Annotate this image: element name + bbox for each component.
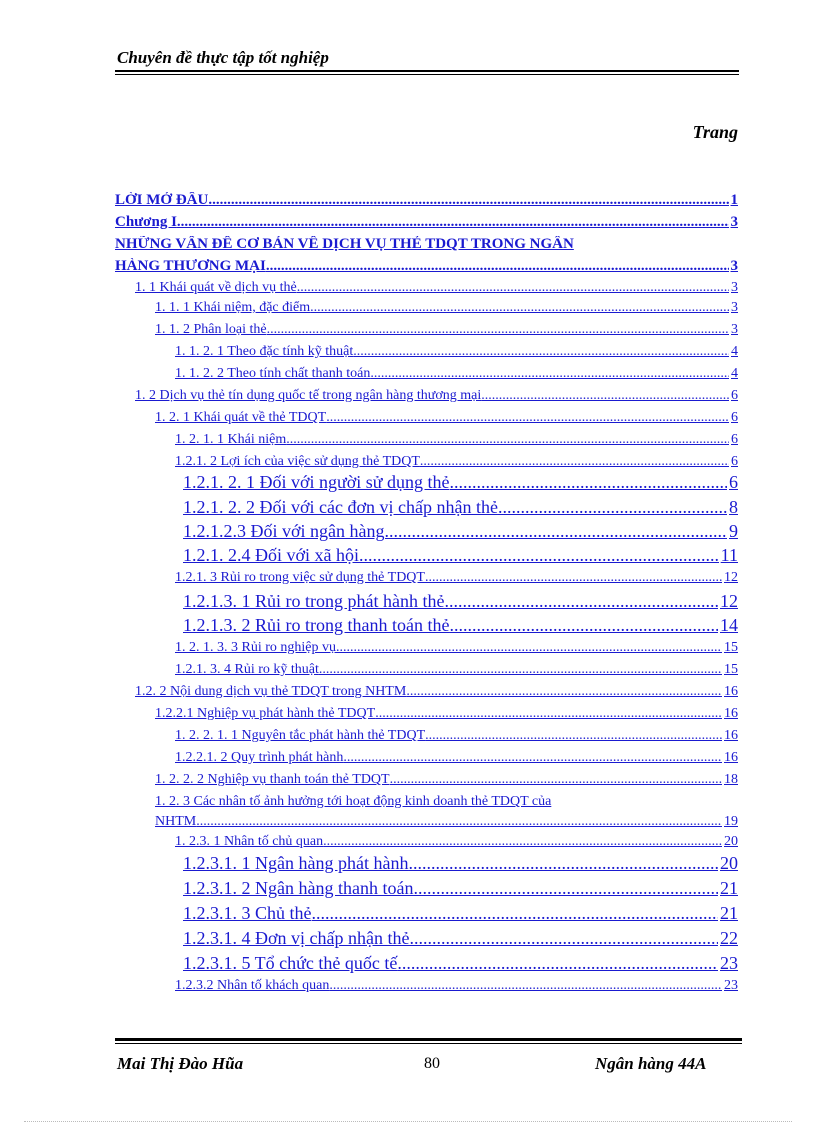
toc-entry-page: 6 — [729, 472, 738, 492]
toc-entry-label: 1.2.1. 2. 1 Đối với người sử dụng thẻ — [183, 472, 450, 492]
toc-leader-dots — [449, 615, 718, 636]
toc-entry-label: 1.2.1.3. 2 Rủi ro trong thanh toán thẻ — [183, 615, 450, 635]
toc-entry-label: 1. 1. 2. 2 Theo tính chất thanh toán — [175, 366, 371, 381]
toc-entry-label: 1. 2. 3 Các nhân tố ảnh hưởng tới hoạt động kinh doanh thẻ TDQT của — [155, 794, 552, 809]
toc-leader-dots — [390, 772, 722, 788]
trang-label: Trang — [692, 122, 738, 142]
toc-entry-label: 1.2.1. 3. 4 Rủi ro kỹ thuật — [175, 662, 319, 677]
toc-entry-label: 1.2.3.2 Nhân tố khách quan — [175, 978, 330, 993]
toc-entry[interactable] — [115, 214, 738, 231]
toc-entry[interactable] — [183, 521, 738, 542]
toc-entry[interactable] — [135, 280, 738, 296]
toc-leader-dots — [343, 750, 722, 766]
toc-entry[interactable] — [135, 388, 738, 404]
toc-entry[interactable] — [175, 344, 738, 360]
toc-entry-page: 21 — [720, 878, 738, 898]
toc-entry-page: 15 — [724, 640, 738, 655]
toc-entry[interactable] — [175, 728, 738, 744]
toc-entry[interactable] — [175, 366, 738, 382]
toc-entry-page: 15 — [724, 662, 738, 677]
toc-leader-dots — [266, 258, 729, 275]
toc-leader-dots — [425, 570, 722, 586]
toc-entry-label: 1.2.3.1. 1 Ngân hàng phát hành — [183, 853, 409, 873]
toc-entry-label: 1.2.2.1. 2 Quy trình phát hành — [175, 750, 344, 765]
toc-leader-dots — [267, 322, 729, 338]
toc-entry[interactable] — [175, 750, 738, 766]
toc-entry[interactable] — [183, 878, 738, 899]
toc-entry-label: 1. 2. 1 Khái quát về thẻ TDQT — [155, 410, 327, 425]
toc-entry-page: 3 — [730, 214, 738, 230]
toc-entry-label: 1.2.1. 3 Rủi ro trong việc sử dụng thẻ TDQT — [175, 570, 425, 585]
toc-entry[interactable] — [115, 192, 738, 209]
toc-entry-page: 20 — [724, 834, 738, 849]
toc-entry-page: 16 — [724, 684, 738, 699]
toc-leader-dots — [326, 410, 729, 426]
header-title: Chuyên đề thực tập tốt nghiệp — [117, 48, 329, 67]
footer-rule — [115, 1038, 742, 1041]
toc-entry-label: NHỮNG VẤN ĐỀ CƠ BẢN VỀ DỊCH VỤ THẺ TDQT TRONG NGÂN — [115, 236, 574, 252]
footer-author: Mai Thị Đào Hũa — [117, 1054, 244, 1073]
toc-entry[interactable] — [155, 410, 738, 426]
toc-entry[interactable] — [135, 684, 738, 700]
toc-entry-label: 1. 2. 1. 3. 3 Rủi ro nghiệp vụ — [175, 640, 336, 655]
toc-leader-dots — [420, 454, 729, 470]
toc-leader-dots — [425, 728, 722, 744]
toc-entry-page: 11 — [720, 545, 738, 565]
toc-entry-page: 3 — [731, 322, 738, 337]
toc-entry-label: 1.2.3.1. 5 Tổ chức thẻ quốc tế — [183, 953, 398, 973]
toc-entry-page: 3 — [731, 300, 738, 315]
toc-leader-dots — [196, 814, 722, 830]
toc-entry[interactable] — [155, 706, 738, 722]
toc-entry-label: Chương I — [115, 214, 177, 230]
toc-entry-label: 1. 2. 2. 2 Nghiệp vụ thanh toán thẻ TDQT — [155, 772, 390, 787]
toc-leader-dots — [444, 591, 718, 612]
toc-entry[interactable] — [183, 903, 738, 924]
toc-leader-dots — [409, 928, 718, 949]
toc-entry-page: 19 — [724, 814, 738, 829]
toc-entry-label: 1. 2 Dịch vụ thẻ tín dụng quốc tế trong ngân hàng thương mại — [135, 388, 482, 403]
toc-entry[interactable] — [183, 497, 738, 518]
toc-entry-label: 1. 1 Khái quát về dịch vụ thẻ — [135, 280, 297, 295]
toc-entry-label: LỜI MỞ ĐẦU — [115, 192, 209, 208]
toc-entry[interactable] — [115, 236, 710, 253]
toc-entry[interactable] — [183, 928, 738, 949]
toc-entry-page: 3 — [730, 258, 738, 274]
toc-entry-label: 1.2.3.1. 2 Ngân hàng thanh toán — [183, 878, 414, 898]
toc-entry-label: 1.2.1. 2.4 Đối với xã hội — [183, 545, 360, 565]
toc-entry-page: 23 — [720, 953, 738, 973]
toc-entry-page: 9 — [729, 521, 738, 541]
toc-leader-dots — [450, 472, 727, 493]
toc-entry-label: 1.2.1.3. 1 Rủi ro trong phát hành thẻ — [183, 591, 445, 611]
toc-entry-label: 1.2.1. 2. 2 Đối với các đơn vị chấp nhận thẻ — [183, 497, 498, 517]
toc-leader-dots — [408, 853, 718, 874]
toc-entry[interactable] — [183, 591, 738, 612]
toc-entry-label: 1.2.1. 2 Lợi ích của việc sử dụng thẻ TDQT — [175, 454, 420, 469]
toc-entry-label: 1. 1. 2 Phân loại thẻ — [155, 322, 267, 337]
toc-entry-page: 22 — [720, 928, 738, 948]
toc-leader-dots — [413, 878, 718, 899]
toc-leader-dots — [329, 978, 722, 994]
toc-leader-dots — [297, 280, 729, 296]
toc-leader-dots — [353, 344, 729, 360]
toc-leader-dots — [323, 834, 722, 850]
toc-entry-label: 1. 2.3. 1 Nhân tố chủ quan — [175, 834, 324, 849]
toc-leader-dots — [312, 903, 719, 924]
footer-page-number: 80 — [424, 1055, 440, 1072]
toc-entry[interactable] — [155, 794, 705, 810]
toc-entry[interactable] — [175, 662, 738, 678]
toc-entry-page: 23 — [724, 978, 738, 993]
toc-entry-label: 1. 2. 1. 1 Khái niệm — [175, 432, 287, 447]
toc-entry[interactable] — [175, 834, 738, 850]
toc-entry[interactable] — [115, 258, 738, 275]
toc-entry-label: NHTM — [155, 814, 197, 829]
toc-leader-dots — [286, 432, 729, 448]
toc-entry-page: 3 — [731, 280, 738, 295]
footer-department: Ngân hàng 44A — [595, 1054, 707, 1073]
toc-entry-page: 18 — [724, 772, 738, 787]
toc-entry[interactable] — [175, 570, 738, 586]
toc-entry-page: 6 — [731, 432, 738, 447]
toc-leader-dots — [481, 388, 729, 404]
toc-entry[interactable] — [175, 432, 738, 448]
toc-entry-label: 1.2.2.1 Nghiệp vụ phát hành thẻ TDQT — [155, 706, 376, 721]
toc-entry-page: 16 — [724, 706, 738, 721]
toc-entry[interactable] — [183, 545, 738, 566]
toc-entry-label: HÀNG THƯƠNG MẠI — [115, 258, 266, 274]
toc-leader-dots — [397, 953, 718, 974]
toc-leader-dots — [177, 214, 729, 231]
toc-leader-dots — [319, 662, 722, 678]
toc-entry-page: 6 — [731, 454, 738, 469]
toc-leader-dots — [336, 640, 722, 656]
toc-entry[interactable] — [175, 454, 738, 470]
page-edge-divider — [24, 1121, 792, 1122]
toc-leader-dots — [375, 706, 722, 722]
toc-leader-dots — [370, 366, 729, 382]
toc-leader-dots — [385, 521, 728, 542]
toc-entry[interactable] — [155, 772, 738, 788]
toc-entry-label: 1.2.3.1. 4 Đơn vị chấp nhận thẻ — [183, 928, 410, 948]
toc-entry-label: 1.2.1.2.3 Đối với ngân hàng — [183, 521, 385, 541]
toc-entry-page: 20 — [720, 853, 738, 873]
footer-rule-thin — [115, 1043, 742, 1044]
toc-entry-page: 16 — [724, 728, 738, 743]
toc-entry-page: 21 — [720, 903, 738, 923]
toc-entry-label: 1. 1. 2. 1 Theo đặc tính kỹ thuật — [175, 344, 354, 359]
toc-entry-page: 6 — [731, 388, 738, 403]
toc-leader-dots — [406, 684, 722, 700]
toc-entry[interactable] — [175, 978, 738, 994]
toc-entry[interactable] — [175, 640, 738, 656]
toc-entry-page: 4 — [731, 366, 738, 381]
toc-entry-page: 12 — [724, 570, 738, 585]
toc-entry-label: 1. 1. 1 Khái niệm, đặc điểm — [155, 300, 311, 315]
toc-entry-page: 8 — [729, 497, 738, 517]
toc-entry-label: 1.2.3.1. 3 Chủ thẻ — [183, 903, 312, 923]
toc-entry-page: 4 — [731, 344, 738, 359]
toc-leader-dots — [208, 192, 728, 209]
toc-entry-page: 16 — [724, 750, 738, 765]
toc-entry[interactable] — [155, 322, 738, 338]
toc-entry-label: 1.2. 2 Nội dung dịch vụ thẻ TDQT trong NHTM — [135, 684, 407, 699]
toc-entry[interactable] — [155, 300, 738, 316]
toc-leader-dots — [498, 497, 727, 518]
toc-entry-label: 1. 2. 2. 1. 1 Nguyên tắc phát hành thẻ TDQT — [175, 728, 426, 743]
toc-entry-page: 12 — [720, 591, 738, 611]
toc-entry[interactable] — [155, 814, 738, 830]
toc-entry[interactable] — [183, 953, 738, 974]
toc-entry-page: 14 — [720, 615, 738, 635]
toc-entry[interactable] — [183, 615, 738, 636]
toc-entry[interactable] — [183, 853, 738, 874]
toc-entry[interactable] — [183, 472, 738, 493]
toc-entry-page: 6 — [731, 410, 738, 425]
toc-leader-dots — [359, 545, 719, 566]
toc-leader-dots — [310, 300, 729, 316]
toc-entry-page: 1 — [730, 192, 738, 208]
